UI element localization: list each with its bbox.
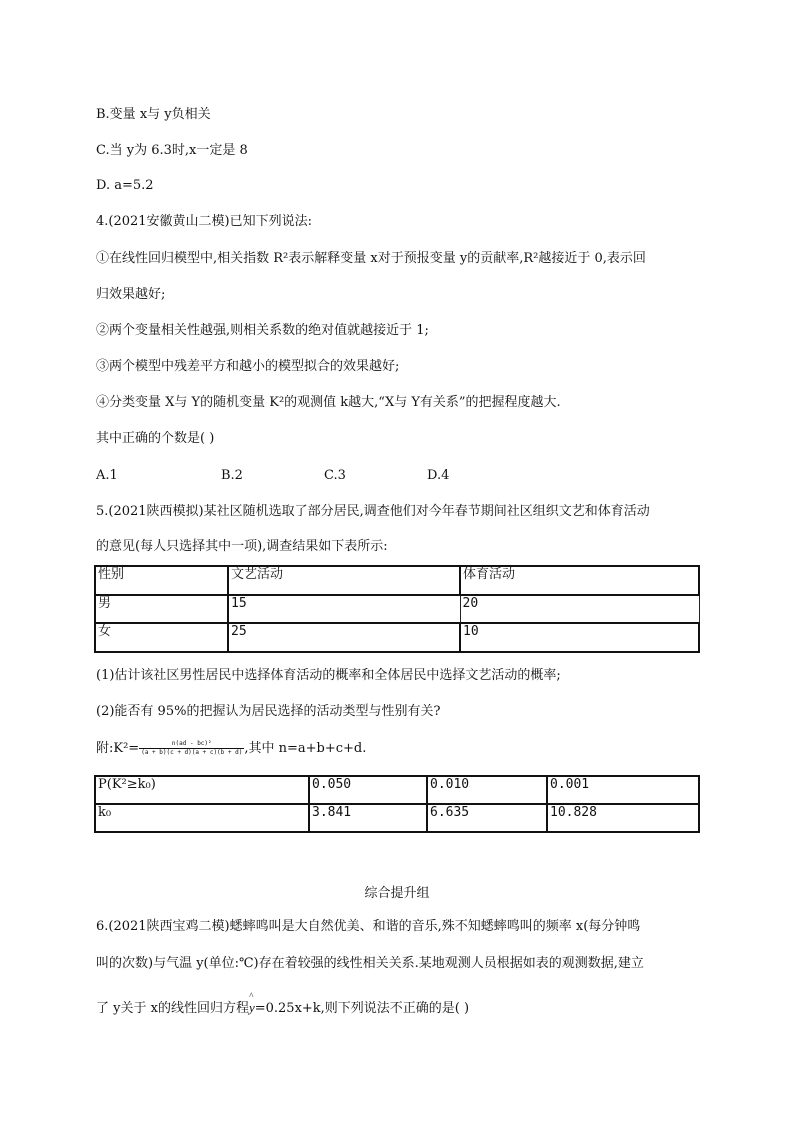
table-cell: P(K²≥k₀) [95, 776, 309, 804]
table-cell: 男 [95, 595, 228, 623]
table-cell: 10.828 [547, 804, 699, 832]
q6-line-2: 叫的次数)与气温 y(单位:℃)存在着较强的线性相关关系.某地观测人员根据如表的观测数据,建立 [96, 956, 644, 971]
table-row [95, 623, 699, 652]
table-row [95, 595, 699, 623]
table-cell: k₀ [95, 804, 309, 832]
q4-statement-1b: 归效果越好; [96, 287, 166, 302]
formula-prefix: 附:K²= [96, 741, 140, 756]
table-cell: 0.050 [309, 776, 427, 804]
table-row [95, 776, 699, 804]
table-cell: 0.010 [427, 776, 547, 804]
table-cell: 3.841 [309, 804, 427, 832]
q4-statement-2: ②两个变量相关性越强,则相关系数的绝对值就越接近于 1; [96, 323, 429, 338]
q4-option-c: C.3 [324, 468, 346, 483]
q6-line-3-a: 了 y关于 x的线性回归方程 [96, 1001, 249, 1016]
survey-table [94, 565, 700, 653]
q5-line-2: 的意见(每人只选择其中一项),调查结果如下表所示: [96, 539, 388, 554]
q4-statement-1a: ①在线性回归模型中,相关指数 R²表示解释变量 x对于预报变量 y的贡献率,R²越接近于 0,表示回 [96, 251, 646, 266]
q4-option-b: B.2 [221, 468, 243, 483]
q4-options [96, 467, 449, 485]
q4-statement-4: ④分类变量 X与 Y的随机变量 K²的观测值 k越大,“X与 Y有关系”的把握程度越大. [96, 395, 561, 410]
table-cell: 10 [460, 623, 699, 652]
q3-option-b: B.变量 x与 y负相关 [96, 107, 211, 122]
q6-line-1: 6.(2021陕西宝鸡二模)蟋蟀鸣叫是大自然优美、和谐的音乐,殊不知蟋蟀鸣叫的频率 x(每分钟鸣 [96, 919, 641, 934]
table-row [95, 804, 699, 832]
table-header-cell: 性别 [95, 566, 228, 595]
q4-statement-3: ③两个模型中残差平方和越小的模型拟合的效果越好; [96, 359, 400, 374]
section-title: 综合提升组 [364, 886, 430, 901]
table-cell: 0.001 [547, 776, 699, 804]
table-cell: 25 [228, 623, 460, 652]
q4-option-a: A.1 [96, 468, 118, 483]
table-cell: 6.635 [427, 804, 547, 832]
table-header-cell: 文艺活动 [228, 566, 460, 595]
q3-option-d: D. a=5.2 [96, 178, 154, 193]
q3-option-c: C.当 y为 6.3时,x一定是 8 [96, 143, 248, 158]
q5-sub-1: (1)估计该社区男性居民中选择体育活动的概率和全体居民中选择文艺活动的概率; [96, 668, 561, 683]
formula-numerator: n(ad - bc)² [139, 740, 244, 749]
critical-value-table [94, 775, 700, 833]
q4-option-d: D.4 [427, 468, 450, 483]
formula-suffix: ,其中 n=a+b+c+d. [244, 741, 367, 756]
q5-sub-2: (2)能否有 95%的把握认为居民选择的活动类型与性别有关? [96, 704, 441, 719]
table-cell: 20 [460, 595, 699, 623]
table-cell: 15 [228, 595, 460, 623]
q5-formula [96, 740, 366, 758]
y-hat-symbol: ^ y [249, 999, 255, 1017]
table-cell: 女 [95, 623, 228, 652]
formula-fraction [139, 740, 244, 757]
q5-line-1: 5.(2021陕西模拟)某社区随机选取了部分居民,调查他们对今年春节期间社区组织文艺和体育活动 [96, 504, 650, 519]
table-header-cell: 体育活动 [460, 566, 699, 595]
q4-header: 4.(2021安徽黄山二模)已知下列说法: [96, 214, 313, 229]
formula-denominator: (a + b)(c + d)(a + c)(b + d) [141, 749, 243, 756]
q4-question: 其中正确的个数是( ) [96, 431, 215, 446]
table-row [95, 566, 699, 595]
q6-line-3 [96, 999, 469, 1018]
q6-line-3-b: =0.25x+k,则下列说法不正确的是( ) [254, 1001, 470, 1016]
